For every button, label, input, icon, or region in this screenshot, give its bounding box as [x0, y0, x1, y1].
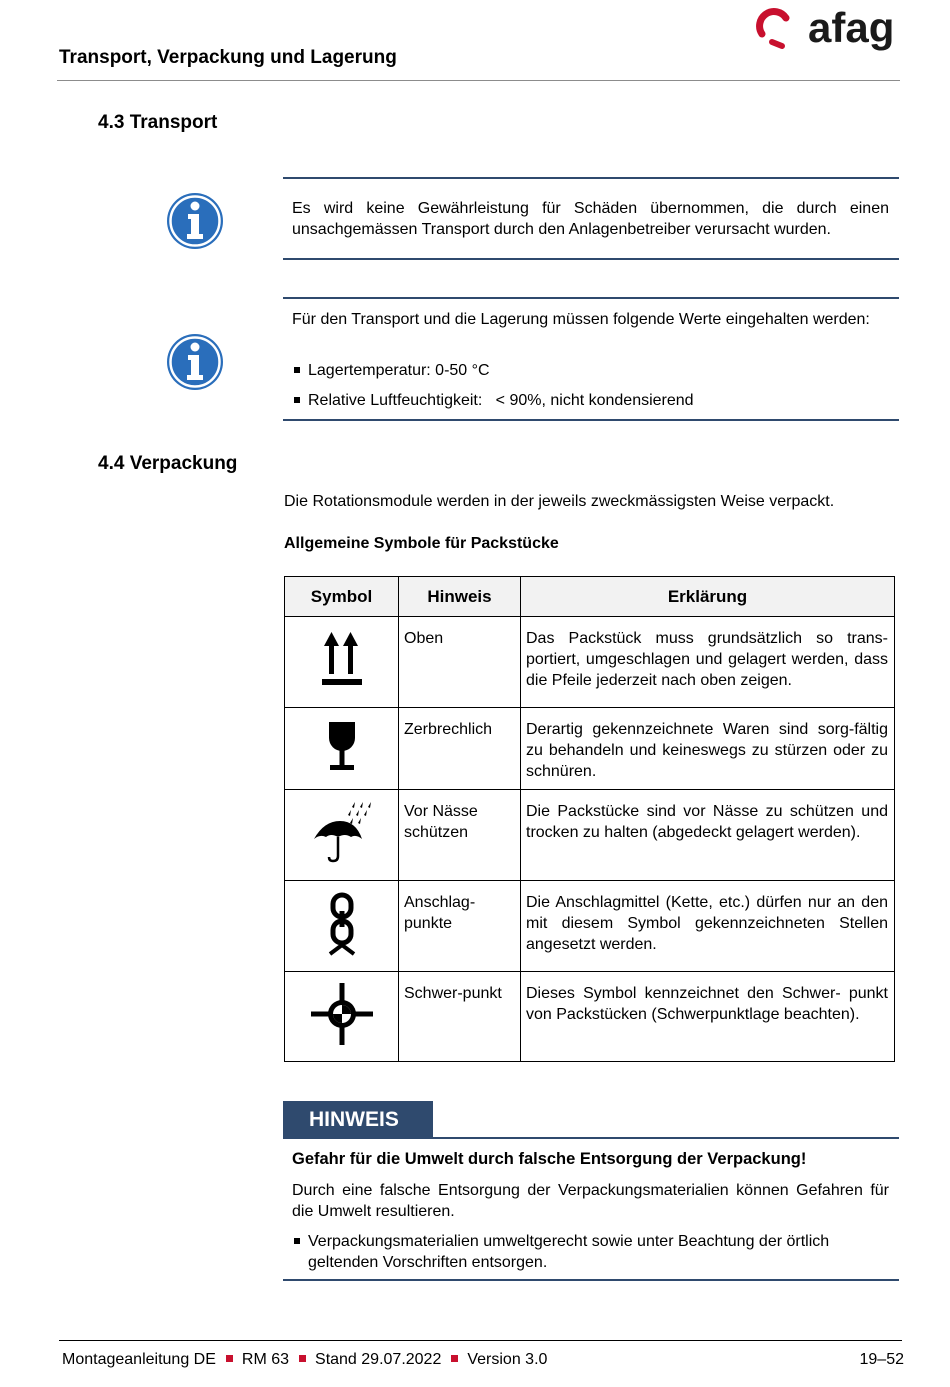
- info-icon: [165, 332, 225, 392]
- explanation-cell: Dieses Symbol kennzeichnet den Schwer- punkt von Packstücken (Schwerpunktlage beachten).: [521, 972, 895, 1062]
- hint-cell: Zerbrechlich: [399, 708, 521, 790]
- page-footer: [62, 1351, 547, 1369]
- table-row: [285, 617, 895, 708]
- notice-top-rule: [283, 1137, 899, 1139]
- notice-list: [292, 1231, 889, 1273]
- footer-date: Stand 29.07.2022: [315, 1351, 442, 1368]
- symbol-cell: [285, 708, 399, 790]
- list-item: Relative Luftfeuchtigkeit: < 90%, nicht kondensierend: [292, 390, 889, 411]
- notice-text: Durch eine falsche Entsorgung der Verpackungsmaterialien können Gefahren für die Umwelt resultieren.: [292, 1182, 889, 1220]
- note1-bottom-rule: [283, 258, 899, 260]
- page-header-title: Transport, Verpackung und Lagerung: [59, 47, 397, 68]
- symbol-cell: [285, 617, 399, 708]
- section-heading-packaging: 4.4 Verpackung: [98, 453, 238, 474]
- table-row: [285, 790, 895, 881]
- column-header: Erklärung: [521, 577, 895, 617]
- notice-bottom-rule: [283, 1279, 899, 1281]
- notice-label: HINWEIS: [283, 1101, 433, 1138]
- explanation-cell: Die Anschlagmittel (Kette, etc.) dürfen nur an den mit diesem Symbol gekennzeichneten Stellen angesetzt werden.: [521, 881, 895, 972]
- explanation-cell: Das Packstück muss grundsätzlich so trans-portiert, umgeschlagen und gelagert werden, dass die Pfeile jederzeit nach oben zeigen.: [521, 617, 895, 708]
- hint-cell: Vor Nässe schützen: [399, 790, 521, 881]
- storage-conditions-list: [292, 360, 889, 411]
- footer-separator: [226, 1355, 233, 1362]
- hint-cell: Oben: [399, 617, 521, 708]
- logo-text: afag: [808, 4, 895, 51]
- column-header: Hinweis: [399, 577, 521, 617]
- fragile-glass-icon: [322, 718, 362, 774]
- footer-separator: [451, 1355, 458, 1362]
- symbol-cell: [285, 972, 399, 1062]
- notice-title: Gefahr für die Umwelt durch falsche Entsorgung der Verpackung!: [292, 1150, 807, 1168]
- this-way-up-icon: [317, 630, 367, 690]
- packaging-intro: Die Rotationsmodule werden in der jeweils zweckmässigsten Weise verpackt.: [284, 493, 835, 510]
- footer-version: Version 3.0: [467, 1351, 548, 1368]
- header-rule: [57, 80, 900, 81]
- table-row: [285, 708, 895, 790]
- explanation-cell: Die Packstücke sind vor Nässe zu schützen und trocken zu halten (abgedeckt gelagert werden).: [521, 790, 895, 881]
- note2-top-rule: [283, 297, 899, 299]
- note1-top-rule: [283, 177, 899, 179]
- note2-intro: Für den Transport und die Lagerung müssen folgende Werte eingehalten werden:: [292, 311, 870, 328]
- sling-chain-icon: [327, 891, 357, 957]
- page-number: 19–52: [859, 1351, 904, 1368]
- symbol-cell: [285, 790, 399, 881]
- symbol-cell: [285, 881, 399, 972]
- note1-text: Es wird keine Gewährleistung für Schäden übernommen, die durch einen unsachgemässen Transport durch den Anlagenbetreiber verursacht wurden.: [292, 200, 889, 238]
- hint-cell: Anschlag-punkte: [399, 881, 521, 972]
- keep-dry-umbrella-icon: [310, 801, 374, 865]
- info-icon: [165, 191, 225, 251]
- center-of-gravity-icon: [309, 981, 375, 1047]
- table-header-row: [285, 577, 895, 617]
- section-heading-transport: 4.3 Transport: [98, 112, 218, 133]
- hint-cell: Schwer-punkt: [399, 972, 521, 1062]
- footer-rule: [59, 1340, 902, 1341]
- footer-doc: Montageanleitung DE: [62, 1351, 216, 1368]
- table-row: [285, 972, 895, 1062]
- footer-separator: [299, 1355, 306, 1362]
- table-caption: Allgemeine Symbole für Packstücke: [284, 535, 559, 552]
- column-header: Symbol: [285, 577, 399, 617]
- list-item: Verpackungsmaterialien umweltgerecht sowie unter Beachtung der örtlich geltenden Vorschriften entsorgen.: [292, 1231, 889, 1273]
- footer-model: RM 63: [241, 1351, 290, 1368]
- explanation-cell: Derartig gekennzeichnete Waren sind sorg-fältig zu behandeln und keineswegs zu stürzen oder zu schnüren.: [521, 708, 895, 790]
- list-item: Lagertemperatur: 0-50 °C: [292, 360, 889, 381]
- note2-bottom-rule: [283, 419, 899, 421]
- table-row: [285, 881, 895, 972]
- afag-logo: [752, 4, 902, 52]
- packaging-symbols-table: [284, 576, 895, 1062]
